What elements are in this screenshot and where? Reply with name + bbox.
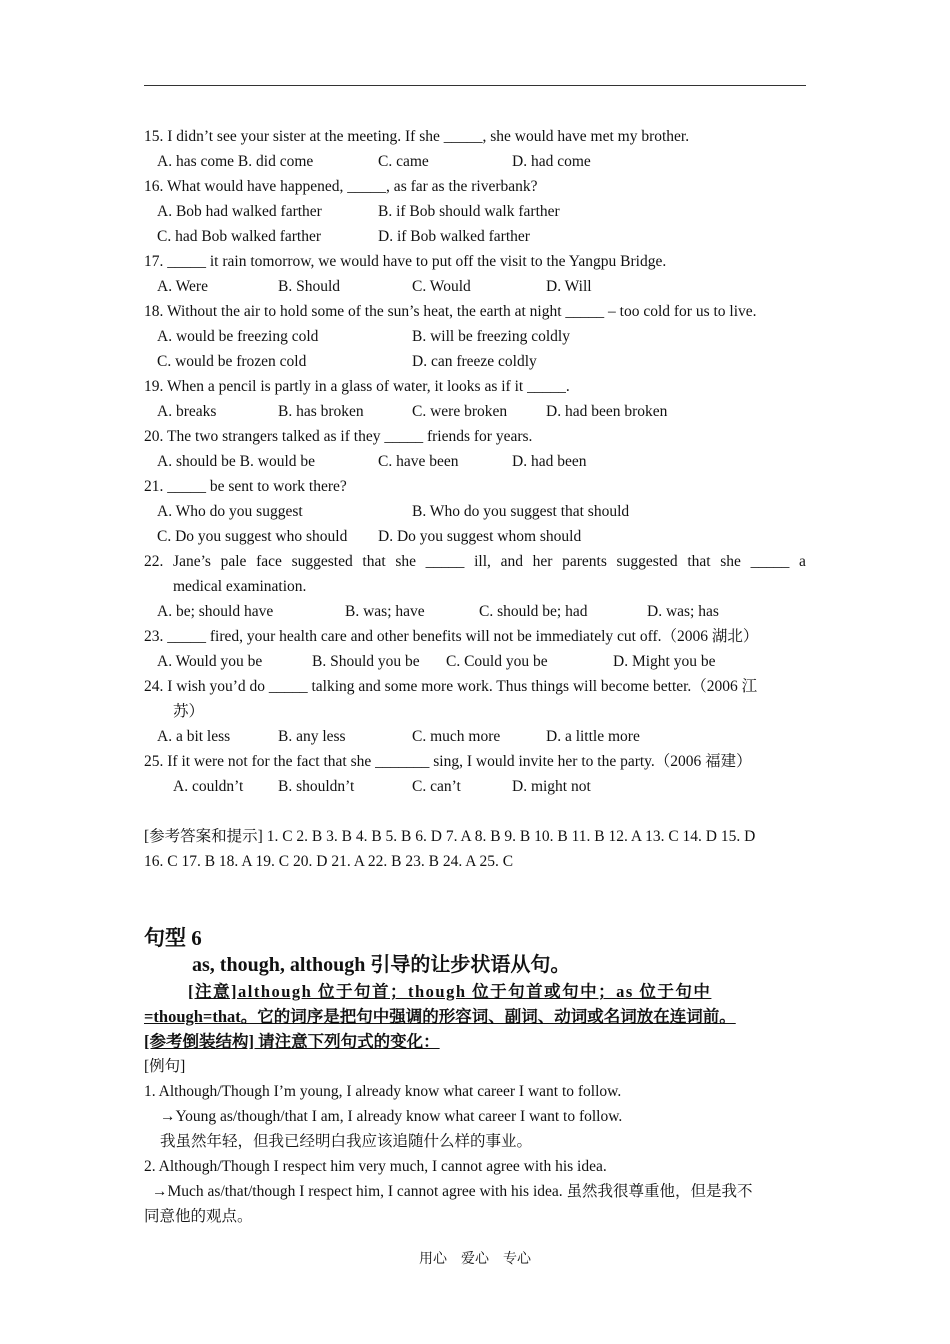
option: B. shouldn’t (278, 778, 355, 795)
option: A. a bit less (157, 728, 231, 745)
word: face (256, 553, 282, 570)
question-25: 25. If it were not for the fact that she _______ sing, I would invite her to the party.（2006 福建） (144, 753, 752, 770)
option: C. Would (412, 278, 471, 295)
options-22 (144, 599, 806, 624)
option: A. Bob had walked farther (157, 203, 322, 220)
question-20: 20. The two strangers talked as if they _____ friends for years. (144, 428, 533, 445)
example-label: [例句] (144, 1058, 186, 1075)
option: D. a little more (546, 728, 640, 745)
options-16-row1 (144, 199, 806, 224)
question-21: 21. _____ be sent to work there? (144, 478, 347, 495)
option: C. would be frozen cold (157, 353, 307, 370)
options-16-row2 (144, 224, 806, 249)
word: Jane’s (173, 553, 211, 570)
question-23: 23. _____ fired, your health care and other benefits will not be immediately cut off.（2006 湖北） (144, 628, 759, 645)
option: C. can’t (412, 778, 461, 795)
question-22 (144, 549, 806, 574)
word: _____ (750, 553, 790, 570)
option: B. will be freezing coldly (412, 328, 570, 345)
option: C. have been (378, 453, 459, 470)
page-content (144, 124, 806, 1229)
option: D. had been broken (546, 403, 668, 420)
word: ill, (474, 553, 491, 570)
option: D. was; has (647, 603, 719, 620)
option: B. if Bob should walk farther (378, 203, 560, 220)
option: D. if Bob walked farther (378, 228, 530, 245)
word: pale (220, 553, 247, 570)
option: B. Should you be (312, 653, 420, 670)
option: A. Would you be (157, 653, 263, 670)
answer-key-line-2: 16. C 17. B 18. A 19. C 20. D 21. A 22. B 23. B 24. A 25. C (144, 853, 514, 870)
option: C. were broken (412, 403, 508, 420)
option: D. had been (512, 453, 587, 470)
question-15: 15. I didn’t see your sister at the meeting. If she _____, she would have met my brother. (144, 128, 690, 145)
question-19: 19. When a pencil is partly in a glass of water, it looks as if it _____. (144, 378, 570, 395)
note-line-1: [注意]although 位于句首；though 位于句首或句中；as 位于句中 (188, 982, 712, 1001)
option: C. Do you suggest who should (157, 528, 348, 545)
example-1-translation: 我虽然年轻，但我已经明白我应该追随什么样的事业。 (160, 1133, 533, 1150)
example-2-continued: 同意他的观点。 (144, 1208, 253, 1225)
answer-key-line-1: [参考答案和提示] 1. C 2. B 3. B 4. B 5. B 6. D 7. A 8. B 9. B 10. B 11. B 12. A 13. C 14. D 15. D (144, 828, 756, 845)
option: A. breaks (157, 403, 217, 420)
word: suggested (616, 553, 678, 570)
note-line-2: =though=that。它的词序是把句中强调的形容词、副词、动词或名词放在连词前。 (144, 1007, 736, 1026)
option: D. can freeze coldly (412, 353, 537, 370)
option: C. much more (412, 728, 501, 745)
options-23 (144, 649, 806, 674)
word: and (500, 553, 523, 570)
question-16: 16. What would have happened, _____, as far as the riverbank? (144, 178, 538, 195)
options-18-row1 (144, 324, 806, 349)
word: _____ (425, 553, 465, 570)
option: A. Who do you suggest (157, 503, 303, 520)
options-24 (144, 724, 806, 749)
option: D. had come (512, 153, 591, 170)
option: A. couldn’t (173, 778, 244, 795)
option: A. be; should have (157, 603, 274, 620)
option: B. Who do you suggest that should (412, 503, 630, 520)
options-21-row2 (144, 524, 806, 549)
word: 22. (144, 553, 164, 570)
section-heading: 句型 6 (144, 926, 202, 950)
options-18-row2 (144, 349, 806, 374)
option: D. might not (512, 778, 591, 795)
section-note (144, 979, 806, 1054)
option: A. would be freezing cold (157, 328, 319, 345)
word: that (362, 553, 386, 570)
example-1-transform: →Young as/though/that I am, I already know what career I want to follow. (160, 1108, 623, 1125)
option: C. came (378, 153, 429, 170)
option: C. should be; had (479, 603, 588, 620)
option: D. Do you suggest whom should (378, 528, 582, 545)
question-24-continued: 苏） (173, 703, 205, 720)
word: a (799, 553, 806, 570)
option: B. has broken (278, 403, 364, 420)
example-2-transform: →Much as/that/though I respect him, I cannot agree with his idea. 虽然我很尊重他，但是我不 (152, 1183, 753, 1200)
option: C. had Bob walked farther (157, 228, 321, 245)
header-rule (144, 85, 806, 86)
option: D. Will (546, 278, 592, 295)
options-19 (144, 399, 806, 424)
options-20 (144, 449, 806, 474)
options-25 (144, 774, 806, 799)
word: suggested (291, 553, 353, 570)
section-subheading: as, though, although 引导的让步状语从句。 (192, 954, 571, 976)
page-footer: 用心 爱心 专心 (419, 1252, 531, 1267)
example-1: 1. Although/Though I’m young, I already know what career I want to follow. (144, 1083, 622, 1100)
options-15 (144, 149, 806, 174)
option: B. any less (278, 728, 346, 745)
options-17 (144, 274, 806, 299)
example-2: 2. Although/Though I respect him very much, I cannot agree with his idea. (144, 1158, 607, 1175)
question-24: 24. I wish you’d do _____ talking and some more work. Thus things will become better.（2006 江 (144, 678, 758, 695)
question-17: 17. _____ it rain tomorrow, we would have to put off the visit to the Yangpu Bridge. (144, 253, 667, 270)
option: C. Could you be (446, 653, 548, 670)
question-22-continued: medical examination. (173, 578, 307, 595)
word: parents (562, 553, 607, 570)
question-18: 18. Without the air to hold some of the sun’s heat, the earth at night _____ – too cold for us to live. (144, 303, 757, 320)
option: A. should be B. would be (157, 453, 316, 470)
option: A. Were (157, 278, 208, 295)
option: D. Might you be (613, 653, 716, 670)
options-21-row1 (144, 499, 806, 524)
word: she (720, 553, 741, 570)
option: B. was; have (345, 603, 425, 620)
word: that (687, 553, 711, 570)
word: her (532, 553, 553, 570)
word: she (395, 553, 416, 570)
option: A. has come B. did come (157, 153, 314, 170)
option: B. Should (278, 278, 341, 295)
note-line-3: [参考倒装结构] 请注意下列句式的变化： (144, 1032, 440, 1051)
